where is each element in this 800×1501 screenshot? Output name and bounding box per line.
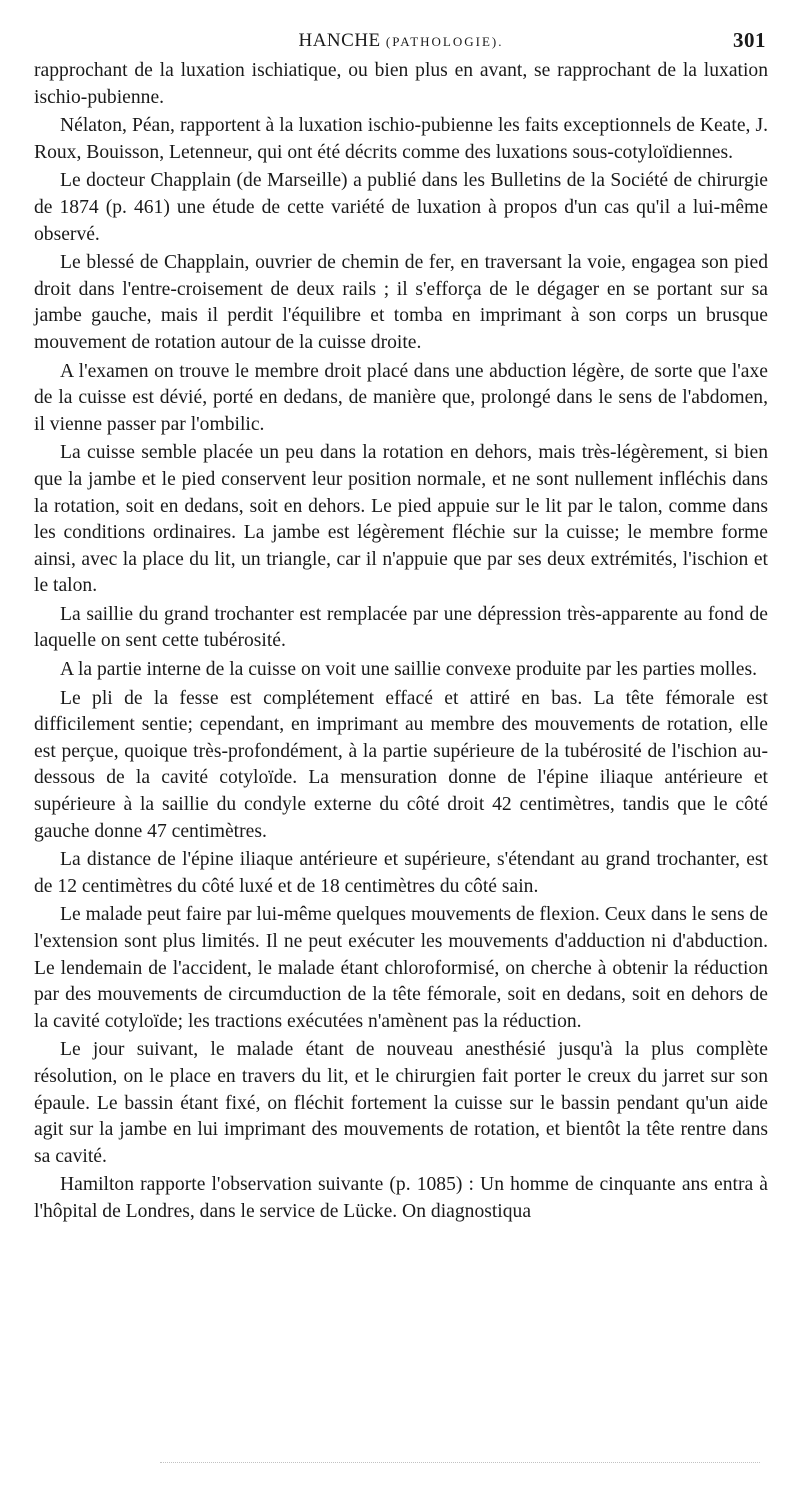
- paragraph: Le docteur Chapplain (de Marseille) a publié dans les Bulletins de la Société de chirurgie de 1874 (p. 461) une étude de cette variété de luxation à propos d'un cas qu'il a lui-même observé.: [34, 170, 768, 245]
- paragraph: Le blessé de Chapplain, ouvrier de chemin de fer, en traversant la voie, engagea son pied droit dans l'entre-croisement de deux rails ; il s'efforça de le dégager en se portant sur sa jambe gauche, mais il perdit l'équilibre et tomba en imprimant à son corps un brusque mouvement de rotation autour de la cuisse droite.: [34, 252, 768, 353]
- paragraph: rapprochant de la luxation ischiatique, ou bien plus en avant, se rapprochant de la luxation ischio-pubienne.: [34, 60, 768, 108]
- body-text: [34, 58, 768, 1226]
- paragraph: La distance de l'épine iliaque antérieure et supérieure, s'étendant au grand trochanter, est de 12 centimètres du côté luxé et de 18 centimètres du côté sain.: [34, 849, 768, 897]
- header-title: HANCHE: [298, 30, 381, 51]
- paragraph: A l'examen on trouve le membre droit placé dans une abduction légère, de sorte que l'axe de la cuisse est dévié, porté en dedans, de manière que, prolongé dans le sens de l'abdomen, il vienne passer par l'ombilic.: [34, 360, 768, 435]
- paragraph: Nélaton, Péan, rapportent à la luxation ischio-pubienne les faits exceptionnels de Keate, J. Roux, Bouisson, Letenneur, qui ont été décrits comme des luxations sous-cotyloïdiennes.: [34, 115, 768, 163]
- paragraph: Le pli de la fesse est complétement effacé et attiré en bas. La tête fémorale est difficilement sentie; cependant, en imprimant au membre des mouvements de rotation, elle est perçue, quoique très-profondément, à la partie supérieure de la tubérosité de l'ischion au-dessous de la cavité cotyloïde. La mensuration donne de l'épine iliaque antérieure et supérieure à la saillie du condyle externe du côté droit 42 centimètres, tandis que le côté gauche donne 47 centimètres.: [34, 687, 768, 842]
- paragraph: Hamilton rapporte l'observation suivante (p. 1085) : Un homme de cinquante ans entra à l'hôpital de Londres, dans le service de Lücke. On diagnostiqua: [34, 1174, 768, 1222]
- paragraph: La cuisse semble placée un peu dans la rotation en dehors, mais très-légèrement, si bien que la jambe et le pied conservent leur position normale, et ne sont nullement infléchis dans la rotation, soit en dedans, soit en dehors. Le pied appuie sur le lit par le talon, comme dans les conditions ordinaires. La jambe est légèrement fléchie sur la cuisse; le membre forme ainsi, avec la place du lit, un triangle, car il n'appuie que par ses deux extrémités, l'ischion et le talon.: [34, 442, 768, 597]
- page-title: [34, 30, 768, 52]
- paragraph: La saillie du grand trochanter est remplacée par une dépression très-apparente au fond de laquelle on sent cette tubérosité.: [34, 603, 768, 652]
- paragraph: Le malade peut faire par lui-même quelques mouvements de flexion. Ceux dans le sens de l'extension sont plus limités. Il ne peut exécuter les mouvements d'adduction ni d'abduction. Le lendemain de l'accident, le malade étant chloroformisé, on cherche à obtenir la réduction par des mouvements de circumduction de la tête fémorale, soit en dedans, soit en dehors de la cavité cotyloïde; les tractions exécutées n'amènent pas la réduction.: [34, 904, 768, 1032]
- document-page: [34, 28, 768, 1226]
- running-header: [34, 28, 768, 58]
- footer-bleed-through: [160, 1462, 760, 1465]
- page-number: 301: [733, 28, 766, 52]
- header-subtitle: (PATHOLOGIE).: [385, 34, 504, 49]
- paragraph: Le jour suivant, le malade étant de nouveau anesthésié jusqu'à la plus complète résolution, on le place en travers du lit, et le chirurgien fait porter le creux du jarret sur son épaule. Le bassin étant fixé, on fléchit fortement la cuisse sur le bassin pendant qu'un aide agit sur la jambe en lui imprimant des mouvements de rotation, et bientôt la tête rentre dans sa cavité.: [34, 1039, 768, 1167]
- paragraph: A la partie interne de la cuisse on voit une saillie convexe produite par les parties molles.: [60, 659, 757, 681]
